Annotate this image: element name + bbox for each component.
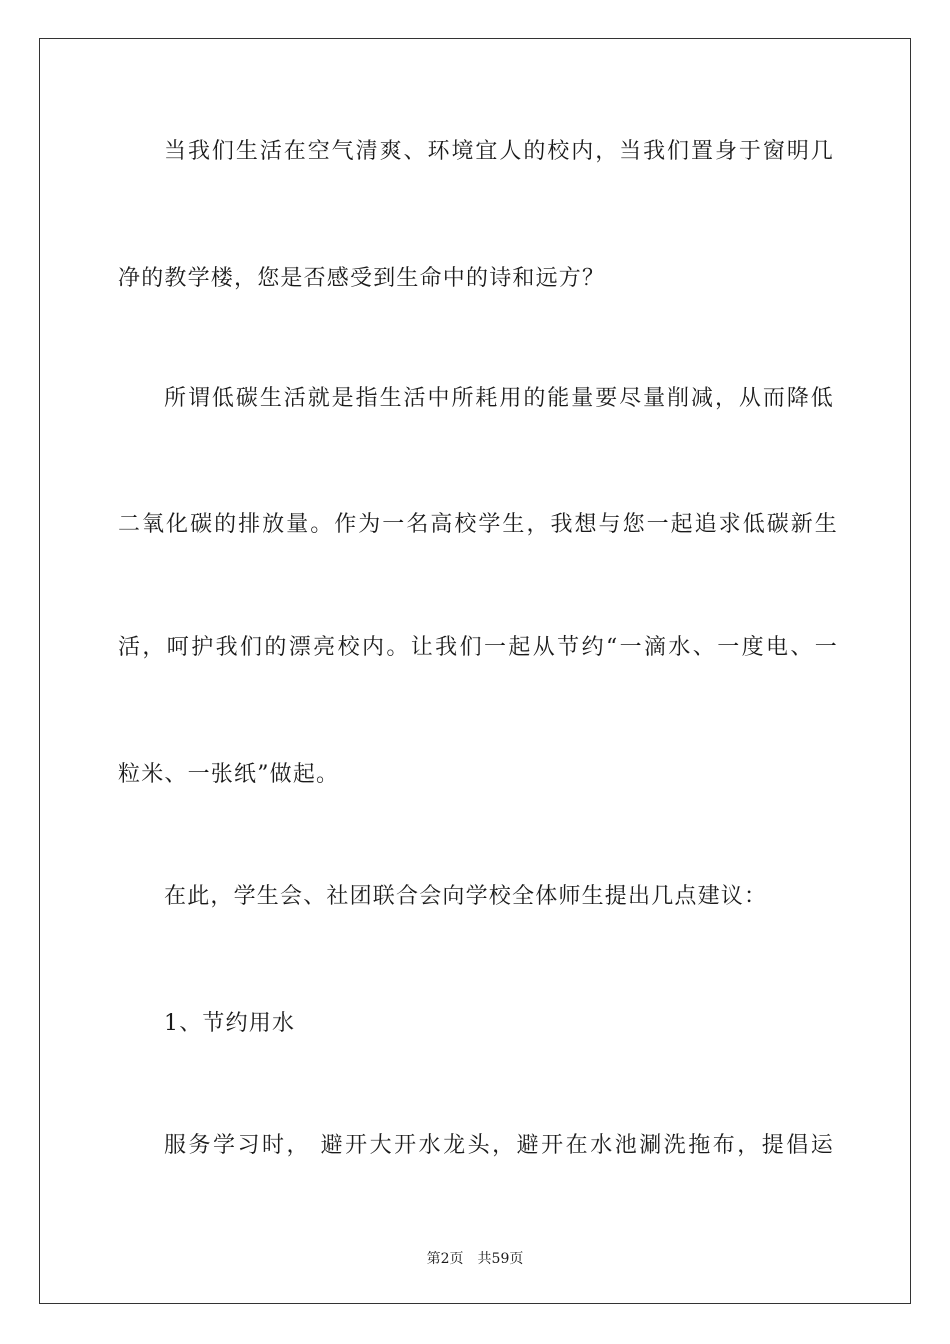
paragraph-2-line-2: 二氧化碳的排放量。作为一名高校学生，我想与您一起追求低碳新生: [118, 512, 838, 537]
section-heading-water: 1、节约用水: [164, 1011, 296, 1036]
paragraph-1-line-1: 当我们生活在空气清爽、环境宜人的校内，当我们置身于窗明几: [164, 139, 834, 164]
page-border: [39, 38, 911, 1304]
paragraph-3-line-1: 在此，学生会、社团联合会向学校全体师生提出几点建议：: [164, 884, 768, 909]
paragraph-2-line-4: 粒米、一张纸”做起。: [118, 762, 340, 787]
paragraph-2-line-1: 所谓低碳生活就是指生活中所耗用的能量要尽量削减，从而降低: [164, 386, 834, 411]
page-footer: [0, 1248, 950, 1268]
paragraph-1-line-2: 净的教学楼，您是否感受到生命中的诗和远方？: [118, 266, 606, 291]
page-number: 第2页: [426, 1251, 464, 1267]
paragraph-5-line-1: 服务学习时， 避开大开水龙头，避开在水池涮洗拖布，提倡运: [164, 1133, 834, 1158]
paragraph-2-line-3: 活，呵护我们的漂亮校内。让我们一起从节约“一滴水、一度电、一: [118, 635, 838, 660]
page-total: 共59页: [477, 1251, 524, 1267]
